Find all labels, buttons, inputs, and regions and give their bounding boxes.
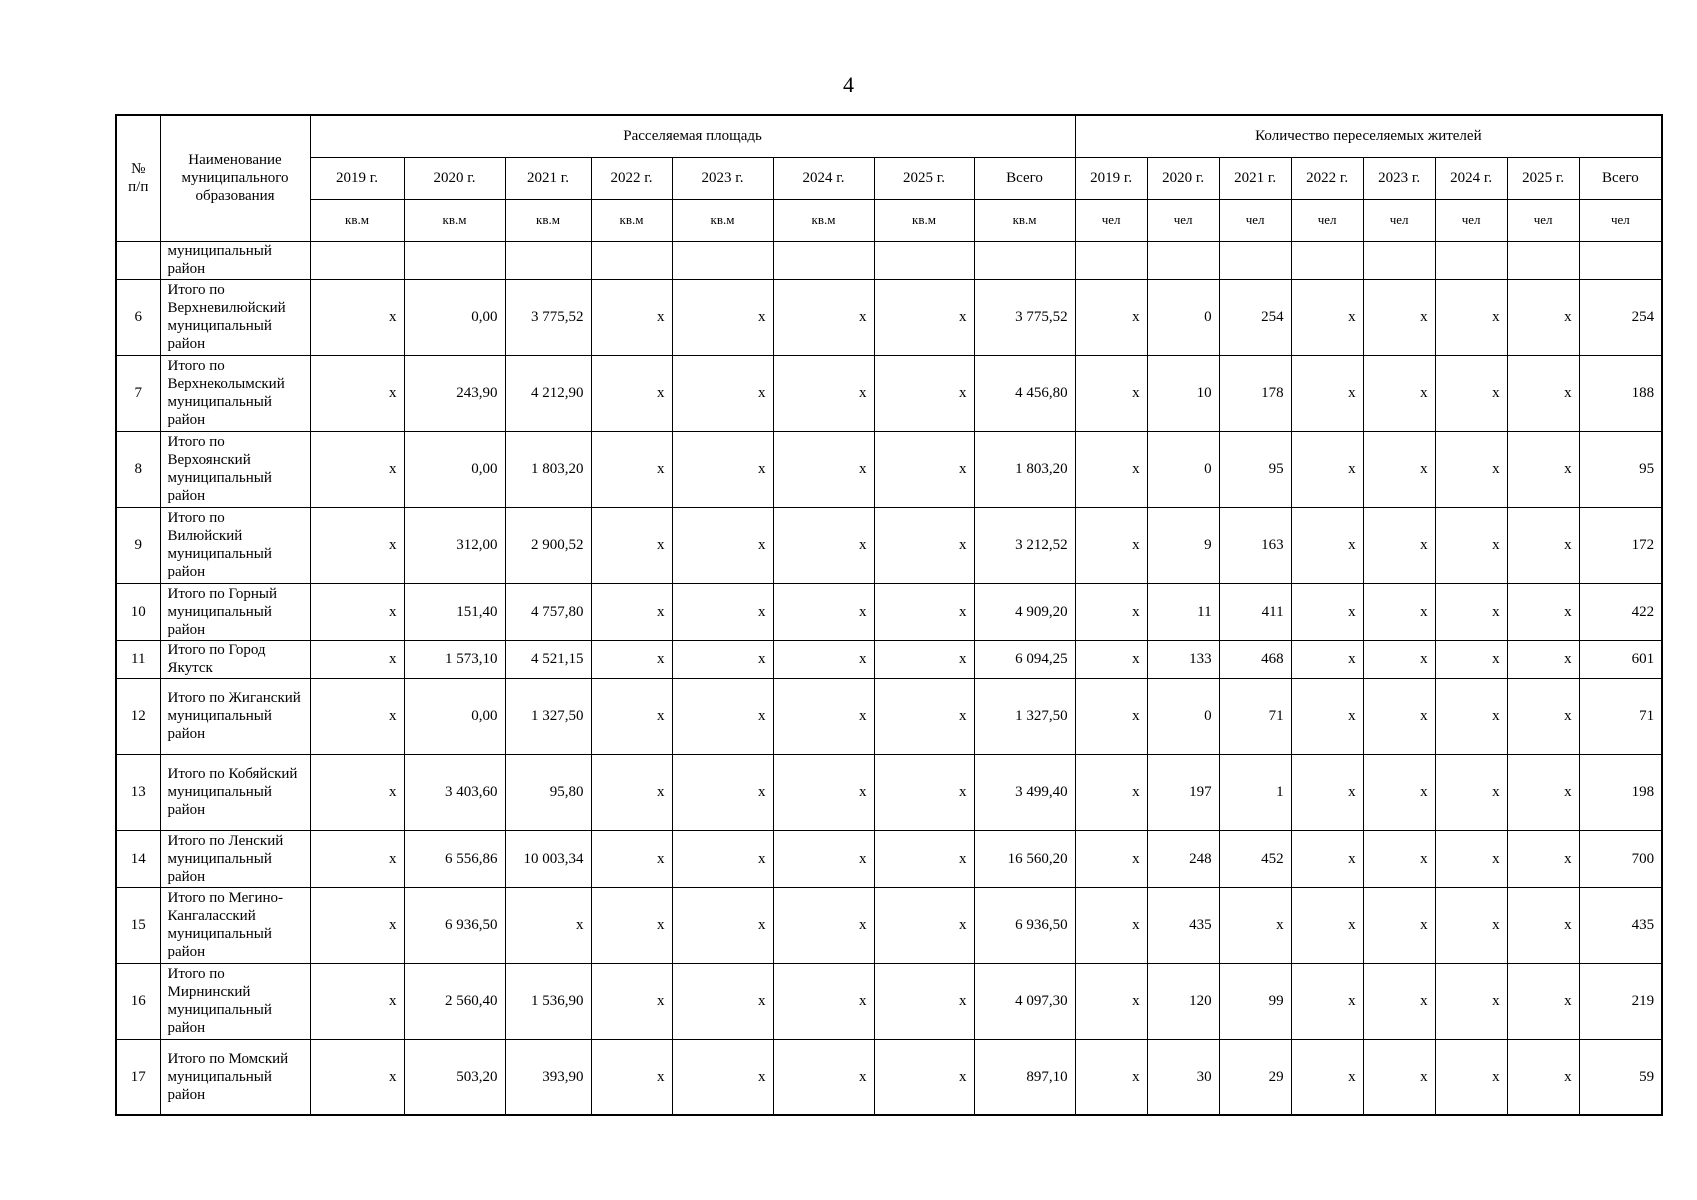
- header-years-row: [116, 157, 1662, 199]
- people-cell: 0: [1147, 279, 1219, 355]
- area-cell: 4 521,15: [505, 640, 591, 678]
- header-year-area: 2021 г.: [505, 157, 591, 199]
- header-unit-area: кв.м: [505, 199, 591, 241]
- area-cell: x: [874, 279, 974, 355]
- area-cell: 3 775,52: [505, 279, 591, 355]
- people-cell: 435: [1147, 887, 1219, 963]
- area-cell: x: [672, 754, 773, 830]
- area-cell: x: [773, 507, 874, 583]
- area-cell: 0,00: [404, 279, 505, 355]
- people-cell: 700: [1579, 830, 1662, 887]
- people-cell: 95: [1579, 431, 1662, 507]
- area-cell: x: [874, 640, 974, 678]
- people-cell: 29: [1219, 1039, 1291, 1115]
- people-cell: 11: [1147, 583, 1219, 640]
- area-cell: 1 573,10: [404, 640, 505, 678]
- area-cell: 312,00: [404, 507, 505, 583]
- area-cell: 503,20: [404, 1039, 505, 1115]
- area-cell: 4 456,80: [974, 355, 1075, 431]
- table-row: [116, 830, 1662, 887]
- area-cell: x: [310, 355, 404, 431]
- area-cell: x: [773, 830, 874, 887]
- header-units-row: [116, 199, 1662, 241]
- row-num: 14: [116, 830, 160, 887]
- header-unit-area: кв.м: [974, 199, 1075, 241]
- header-unit-area: кв.м: [404, 199, 505, 241]
- area-cell: x: [773, 963, 874, 1039]
- area-cell: x: [672, 507, 773, 583]
- people-cell: 95: [1219, 431, 1291, 507]
- area-cell: 0,00: [404, 678, 505, 754]
- people-cell: x: [1291, 678, 1363, 754]
- header-year-area: 2025 г.: [874, 157, 974, 199]
- area-cell: 897,10: [974, 1039, 1075, 1115]
- area-cell: x: [672, 963, 773, 1039]
- row-name: Итого по Ленский муниципальный район: [160, 830, 310, 887]
- area-cell: x: [310, 678, 404, 754]
- row-name: Итого по Мегино-Кангаласский муниципальный район: [160, 887, 310, 963]
- area-cell: x: [591, 887, 672, 963]
- row-name: Итого по Кобяйский муниципальный район: [160, 754, 310, 830]
- area-cell: 0,00: [404, 431, 505, 507]
- people-cell: x: [1075, 963, 1147, 1039]
- area-cell: 1 803,20: [974, 431, 1075, 507]
- people-cell: 411: [1219, 583, 1291, 640]
- people-cell: x: [1507, 279, 1579, 355]
- header-group-people: Количество переселяемых жителей: [1075, 115, 1662, 157]
- area-cell: x: [310, 887, 404, 963]
- area-cell: x: [773, 279, 874, 355]
- area-cell: x: [310, 507, 404, 583]
- table-row: [116, 431, 1662, 507]
- row-name: Итого по Жиганский муниципальный район: [160, 678, 310, 754]
- area-cell: x: [310, 583, 404, 640]
- area-cell: x: [773, 355, 874, 431]
- area-cell: x: [591, 583, 672, 640]
- header-unit-area: кв.м: [773, 199, 874, 241]
- row-num: 11: [116, 640, 160, 678]
- people-cell: x: [1507, 507, 1579, 583]
- area-cell: x: [310, 754, 404, 830]
- row-num: [116, 241, 160, 279]
- area-cell: 2 900,52: [505, 507, 591, 583]
- people-cell: x: [1435, 507, 1507, 583]
- area-cell: x: [591, 431, 672, 507]
- table-row: [116, 507, 1662, 583]
- row-num: 17: [116, 1039, 160, 1115]
- row-num: 7: [116, 355, 160, 431]
- people-cell: 71: [1579, 678, 1662, 754]
- people-cell: x: [1075, 583, 1147, 640]
- people-cell: x: [1435, 830, 1507, 887]
- area-cell: x: [310, 1039, 404, 1115]
- people-cell: 422: [1579, 583, 1662, 640]
- header-unit-area: кв.м: [310, 199, 404, 241]
- people-cell: 0: [1147, 431, 1219, 507]
- people-cell: x: [1435, 963, 1507, 1039]
- people-cell: x: [1363, 678, 1435, 754]
- area-cell: 10 003,34: [505, 830, 591, 887]
- people-cell: x: [1291, 830, 1363, 887]
- header-year-people: 2023 г.: [1363, 157, 1435, 199]
- area-cell: x: [310, 279, 404, 355]
- row-num: 10: [116, 583, 160, 640]
- header-unit-area: кв.м: [672, 199, 773, 241]
- row-name: Итого по Вилюйский муниципальный район: [160, 507, 310, 583]
- area-cell: 4 909,20: [974, 583, 1075, 640]
- area-cell: 6 936,50: [404, 887, 505, 963]
- table-row: [116, 678, 1662, 754]
- area-cell: x: [591, 355, 672, 431]
- header-year-people: 2020 г.: [1147, 157, 1219, 199]
- people-cell: 71: [1219, 678, 1291, 754]
- table-row: [116, 640, 1662, 678]
- header-year-area: Всего: [974, 157, 1075, 199]
- area-cell: x: [773, 583, 874, 640]
- header-year-area: 2020 г.: [404, 157, 505, 199]
- header-unit-people: чел: [1507, 199, 1579, 241]
- people-cell: x: [1507, 754, 1579, 830]
- people-cell: x: [1363, 830, 1435, 887]
- table-row: [116, 887, 1662, 963]
- people-cell: 178: [1219, 355, 1291, 431]
- people-cell: 197: [1147, 754, 1219, 830]
- header-year-people: 2025 г.: [1507, 157, 1579, 199]
- row-num: 15: [116, 887, 160, 963]
- header-num: № п/п: [116, 115, 160, 241]
- area-cell: x: [672, 1039, 773, 1115]
- header-year-people: 2021 г.: [1219, 157, 1291, 199]
- people-cell: x: [1291, 583, 1363, 640]
- area-cell: 1 327,50: [505, 678, 591, 754]
- header-year-area: 2024 г.: [773, 157, 874, 199]
- area-cell: 6 556,86: [404, 830, 505, 887]
- people-cell: x: [1291, 355, 1363, 431]
- page-number: 4: [843, 72, 854, 97]
- area-cell: x: [773, 640, 874, 678]
- people-cell: 172: [1579, 507, 1662, 583]
- people-cell: x: [1075, 830, 1147, 887]
- area-cell: x: [874, 887, 974, 963]
- people-cell: 99: [1219, 963, 1291, 1039]
- people-cell: x: [1291, 887, 1363, 963]
- area-cell: x: [672, 583, 773, 640]
- area-cell: 6 936,50: [974, 887, 1075, 963]
- area-cell: x: [591, 963, 672, 1039]
- area-cell: x: [773, 887, 874, 963]
- header-unit-people: чел: [1219, 199, 1291, 241]
- area-cell: x: [505, 887, 591, 963]
- people-cell: x: [1435, 279, 1507, 355]
- area-cell: 151,40: [404, 583, 505, 640]
- area-cell: 3 499,40: [974, 754, 1075, 830]
- people-cell: x: [1075, 678, 1147, 754]
- people-cell: x: [1363, 640, 1435, 678]
- area-cell: x: [591, 1039, 672, 1115]
- people-cell: x: [1075, 754, 1147, 830]
- people-cell: 198: [1579, 754, 1662, 830]
- area-cell: 1 327,50: [974, 678, 1075, 754]
- people-cell: 188: [1579, 355, 1662, 431]
- people-cell: x: [1075, 640, 1147, 678]
- header-unit-people: чел: [1363, 199, 1435, 241]
- area-cell: x: [773, 754, 874, 830]
- header-group-area: Расселяемая площадь: [310, 115, 1075, 157]
- area-cell: x: [672, 678, 773, 754]
- area-cell: 6 094,25: [974, 640, 1075, 678]
- people-cell: x: [1435, 887, 1507, 963]
- people-cell: 435: [1579, 887, 1662, 963]
- people-cell: 452: [1219, 830, 1291, 887]
- people-cell: x: [1291, 431, 1363, 507]
- area-cell: x: [773, 678, 874, 754]
- area-cell: x: [310, 640, 404, 678]
- people-cell: x: [1075, 887, 1147, 963]
- people-cell: 0: [1147, 678, 1219, 754]
- header-unit-people: чел: [1579, 199, 1662, 241]
- people-cell: x: [1507, 887, 1579, 963]
- row-num: 8: [116, 431, 160, 507]
- area-cell: x: [672, 355, 773, 431]
- header-unit-area: кв.м: [874, 199, 974, 241]
- area-cell: 3 403,60: [404, 754, 505, 830]
- row-num: 6: [116, 279, 160, 355]
- area-cell: 1 803,20: [505, 431, 591, 507]
- area-cell: 3 775,52: [974, 279, 1075, 355]
- people-cell: 10: [1147, 355, 1219, 431]
- people-cell: x: [1507, 963, 1579, 1039]
- row-num: 9: [116, 507, 160, 583]
- area-cell: x: [874, 678, 974, 754]
- area-cell: 1 536,90: [505, 963, 591, 1039]
- table-row: [116, 963, 1662, 1039]
- people-cell: x: [1291, 507, 1363, 583]
- area-cell: 95,80: [505, 754, 591, 830]
- people-cell: 248: [1147, 830, 1219, 887]
- area-cell: x: [773, 431, 874, 507]
- table-body: [116, 241, 1662, 1115]
- resettlement-table: [115, 114, 1663, 1116]
- people-cell: x: [1363, 1039, 1435, 1115]
- people-cell: x: [1435, 355, 1507, 431]
- people-cell: 601: [1579, 640, 1662, 678]
- header-year-area: 2019 г.: [310, 157, 404, 199]
- people-cell: x: [1363, 963, 1435, 1039]
- area-cell: 3 212,52: [974, 507, 1075, 583]
- row-name: Итого по Верхнеколымский муниципальный район: [160, 355, 310, 431]
- header-unit-people: чел: [1075, 199, 1147, 241]
- header-unit-people: чел: [1147, 199, 1219, 241]
- row-name: Итого по Верхоянский муниципальный район: [160, 431, 310, 507]
- area-cell: x: [591, 507, 672, 583]
- header-name: Наименование муниципального образования: [160, 115, 310, 241]
- row-name: муниципальный район: [160, 241, 310, 279]
- area-cell: x: [773, 1039, 874, 1115]
- people-cell: x: [1219, 887, 1291, 963]
- area-cell: x: [874, 754, 974, 830]
- area-cell: 4 757,80: [505, 583, 591, 640]
- row-name: Итого по Верхневилюйский муниципальный район: [160, 279, 310, 355]
- area-cell: x: [874, 830, 974, 887]
- people-cell: x: [1435, 1039, 1507, 1115]
- people-cell: x: [1363, 279, 1435, 355]
- area-cell: x: [874, 355, 974, 431]
- row-name: Итого по Город Якутск: [160, 640, 310, 678]
- people-cell: x: [1363, 583, 1435, 640]
- area-cell: x: [591, 754, 672, 830]
- area-cell: 4 212,90: [505, 355, 591, 431]
- area-cell: x: [672, 431, 773, 507]
- people-cell: x: [1435, 640, 1507, 678]
- people-cell: x: [1435, 678, 1507, 754]
- people-cell: 468: [1219, 640, 1291, 678]
- people-cell: x: [1507, 830, 1579, 887]
- row-name: Итого по Мирнинский муниципальный район: [160, 963, 310, 1039]
- people-cell: x: [1291, 1039, 1363, 1115]
- area-cell: x: [310, 830, 404, 887]
- area-cell: x: [591, 279, 672, 355]
- people-cell: x: [1507, 355, 1579, 431]
- table-row: [116, 279, 1662, 355]
- continuation-row: [116, 241, 1662, 279]
- row-name: Итого по Горный муниципальный район: [160, 583, 310, 640]
- area-cell: x: [672, 279, 773, 355]
- people-cell: x: [1363, 507, 1435, 583]
- people-cell: x: [1507, 1039, 1579, 1115]
- area-cell: x: [310, 963, 404, 1039]
- people-cell: 254: [1219, 279, 1291, 355]
- area-cell: x: [310, 431, 404, 507]
- people-cell: x: [1363, 887, 1435, 963]
- area-cell: x: [591, 640, 672, 678]
- people-cell: 163: [1219, 507, 1291, 583]
- people-cell: x: [1507, 640, 1579, 678]
- people-cell: 9: [1147, 507, 1219, 583]
- area-cell: 243,90: [404, 355, 505, 431]
- people-cell: x: [1291, 754, 1363, 830]
- people-cell: 133: [1147, 640, 1219, 678]
- people-cell: x: [1435, 583, 1507, 640]
- people-cell: x: [1291, 279, 1363, 355]
- table-header: [116, 115, 1662, 241]
- area-cell: x: [591, 678, 672, 754]
- people-cell: x: [1075, 431, 1147, 507]
- header-year-people: 2022 г.: [1291, 157, 1363, 199]
- area-cell: 4 097,30: [974, 963, 1075, 1039]
- people-cell: x: [1363, 355, 1435, 431]
- people-cell: x: [1363, 431, 1435, 507]
- people-cell: x: [1075, 507, 1147, 583]
- header-year-area: 2022 г.: [591, 157, 672, 199]
- people-cell: x: [1075, 355, 1147, 431]
- area-cell: 16 560,20: [974, 830, 1075, 887]
- header-year-area: 2023 г.: [672, 157, 773, 199]
- people-cell: x: [1507, 678, 1579, 754]
- area-cell: x: [874, 1039, 974, 1115]
- people-cell: x: [1075, 279, 1147, 355]
- area-cell: x: [672, 640, 773, 678]
- table-row: [116, 1039, 1662, 1115]
- people-cell: x: [1291, 963, 1363, 1039]
- table-row: [116, 583, 1662, 640]
- header-unit-people: чел: [1435, 199, 1507, 241]
- header-unit-people: чел: [1291, 199, 1363, 241]
- people-cell: x: [1435, 754, 1507, 830]
- people-cell: x: [1507, 431, 1579, 507]
- people-cell: x: [1435, 431, 1507, 507]
- people-cell: x: [1507, 583, 1579, 640]
- header-year-people: 2019 г.: [1075, 157, 1147, 199]
- row-num: 12: [116, 678, 160, 754]
- people-cell: 30: [1147, 1039, 1219, 1115]
- area-cell: 2 560,40: [404, 963, 505, 1039]
- area-cell: x: [874, 431, 974, 507]
- header-year-people: 2024 г.: [1435, 157, 1507, 199]
- people-cell: x: [1075, 1039, 1147, 1115]
- row-num: 16: [116, 963, 160, 1039]
- people-cell: 1: [1219, 754, 1291, 830]
- header-year-people: Всего: [1579, 157, 1662, 199]
- people-cell: x: [1363, 754, 1435, 830]
- people-cell: 254: [1579, 279, 1662, 355]
- area-cell: x: [591, 830, 672, 887]
- area-cell: 393,90: [505, 1039, 591, 1115]
- table-row: [116, 754, 1662, 830]
- header-unit-area: кв.м: [591, 199, 672, 241]
- row-num: 13: [116, 754, 160, 830]
- area-cell: x: [874, 507, 974, 583]
- people-cell: 59: [1579, 1039, 1662, 1115]
- people-cell: 120: [1147, 963, 1219, 1039]
- table-row: [116, 355, 1662, 431]
- area-cell: x: [672, 887, 773, 963]
- area-cell: x: [672, 830, 773, 887]
- people-cell: x: [1291, 640, 1363, 678]
- area-cell: x: [874, 583, 974, 640]
- area-cell: x: [874, 963, 974, 1039]
- people-cell: 219: [1579, 963, 1662, 1039]
- row-name: Итого по Момский муниципальный район: [160, 1039, 310, 1115]
